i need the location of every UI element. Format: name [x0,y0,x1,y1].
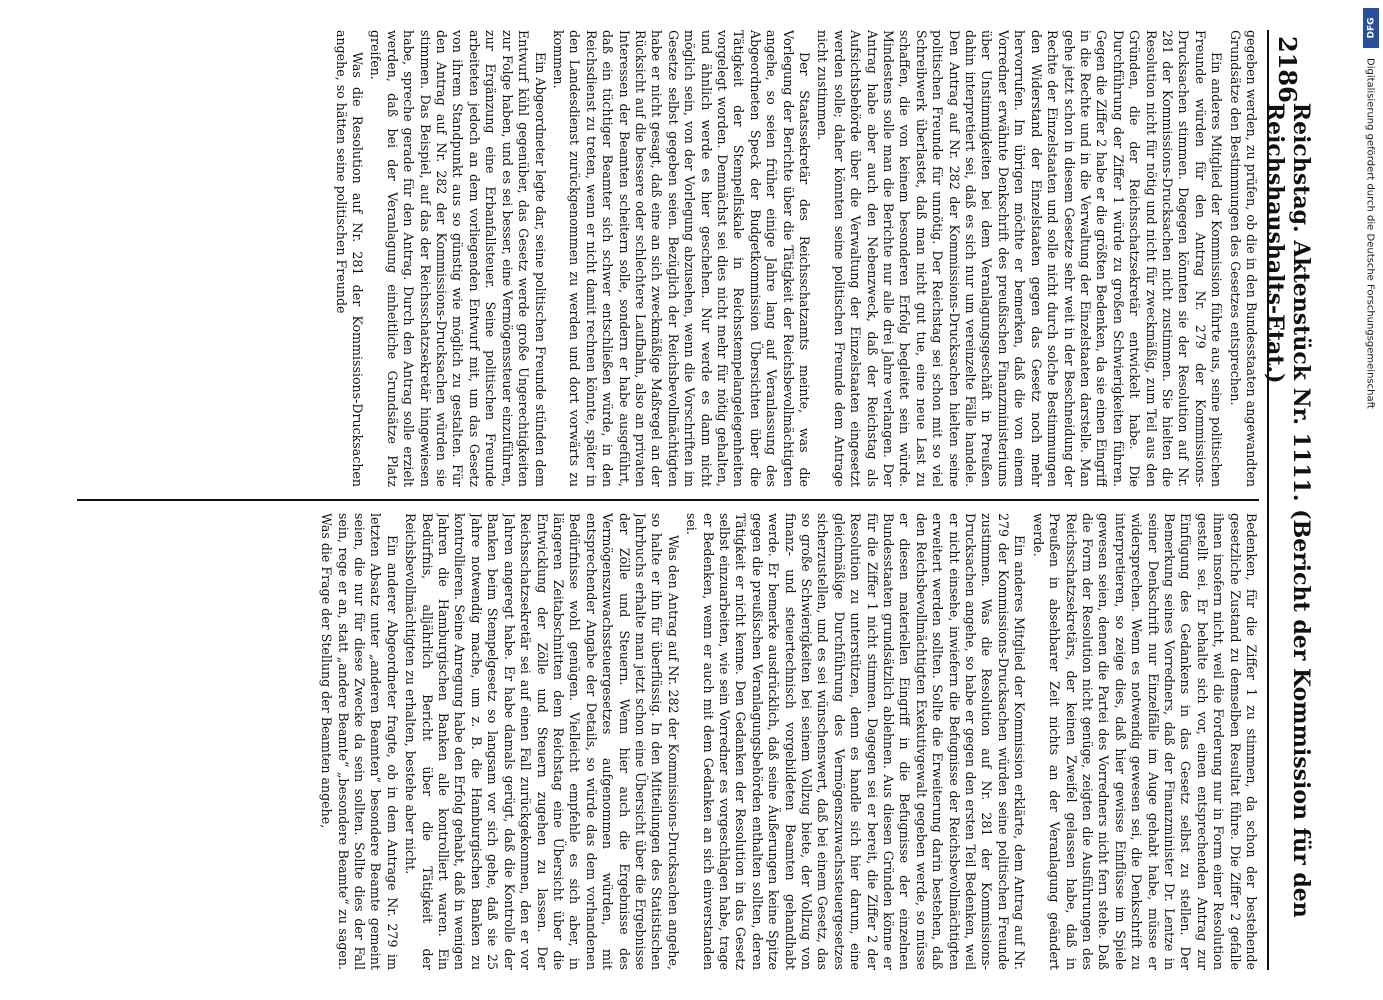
paragraph: Ein anderer Abgeordneter fragte, ob in dem Antrage Nr. 279 im letzten Absatz unter „anderen Beamten“ besondere Beamte gemeint seien, die nur für diese Zwecke da sein sollten. Sollte dies der Fall sein, rege er an, statt „andere Beamte“ „besondere Beamte“ zu sagen. Was die Frage der Stellung der Beamten angehe, [318,513,400,970]
digitization-sidebar [1357,0,1383,1000]
column-divider [77,499,1259,501]
paragraph: gegeben werden, zu prüfen, ob die in den Bundesstaaten angewandten Grundsätze den Bestimmungen des Gesetzes entsprechen. [1227,30,1259,487]
page-number: 2186 [1273,36,1302,103]
dfg-logo: DFG [1363,8,1379,48]
digitization-credit: Digitalisierung gefördert durch die Deutsche Forschungsgemeinschaft [1364,58,1376,409]
paragraph: Der Staatssekretär des Reichsschatzamts meinte, was die Vorlegung der Berichte über die Tätigkeit der Reichsbevollmächtigten angehe, so seien früher einige Jahre lang auf Veranlassung des Abgeordneten Speck der Budgetkommission Übersichten über die Tätigkeit der Stempelfiskale in Reichsstempelangelegenheiten vorgelegt worden. Demnächst sei dies nicht mehr für nötig gehalten, und ähnlich werde es hier geschehen. Nur werde es dann nicht möglich sein, von der Vorlegung abzusehen, wenn die Vorschriften im Gesetze selbst gegeben seien. Bezüglich der Reichsbevollmächtigten habe er nicht gesagt, daß eine an sich zweckmäßige Maßregel an der Rücksicht auf die bessere oder schlechtere Laufbahn, also an privaten Interessen der Beamten scheitern solle, sondern er habe ausgeführt, daß ein tüchtiger Beamter sich schwer entschließen würde, in den Reichsdienst zu treten, wenn er nicht damit rechnen könnte, später in den Landesdienst zurückgenommen zu werden und dort vorwärts zu kommen. [550,30,812,487]
paragraph: Ein Abgeordneter legte dar, seine politischen Freunde stünden dem Entwurf kühl gegenüber, das Gesetz werde große Ungerechtigkeiten zur Folge haben, und es sei besser, eine Vermögenssteuer einzuführen, zur Ergänzung eine Erbanfallsteuer. Seine politischen Freunde arbeiteten jedoch an dem vorliegenden Entwurf mit, um das Gesetz von ihrem Standpunkt aus so günstig wie möglich zu gestalten. Für den Antrag auf Nr. 282 der Kommissions-Drucksachen würden sie stimmen. Das Beispiel, auf das der Reichsschatzsekretär hingewiesen habe, spreche gerade für den Antrag. Durch den Antrag solle erzielt werden, daß bei der Veranlagung einheitliche Grundsätze Platz greifen. [367,30,548,487]
paragraph: Was die Resolution auf Nr. 281 der Kommissions-Drucksachen angehe, so hätten seine politischen Freunde [333,30,365,487]
document-page [77,30,1314,970]
paragraph: Was den Antrag auf Nr. 282 der Kommissions-Drucksachen angehe, so halte er ihn für überflüssig. In den Mitteilungen des Statistischen Jahrbuchs erhalte man jetzt schon eine Übersicht über die Ergebnisse der Zölle und Steuern. Wenn hier auch die Ergebnisse des Vermögenszuwachssteuergesetzes aufgenommen würden, mit entsprechender Angabe der Details, so würde das dem vorhandenen Bedürfnisse wohl genügen. Vielleicht empfehle es sich aber, in längeren Zeitabschnitten dem Reichstag eine Übersicht über die Entwicklung der Zölle und Steuern zugehen zu lassen. Der Reichsschatzsekretär sei auf einen Fall zurückgekommen, den er vor Jahren angeregt habe. Er habe damals gerügt, daß die Kontrolle der Banken beim Stempelgesetz so langsam vor sich gehe, daß sie 25 Jahre notwendig mache, um z. B. die Hamburgischen Banken zu kontrollieren. Seine Anregung habe den Erfolg gehabt, daß in wenigen Jahren die Hamburgischen Banken alle kontrolliert waren. Ein Bedürfnis, alljährlich Bericht über die Tätigkeit der Reichsbevollmächtigten zu erhalten, bestehe aber nicht. [402,513,681,970]
page-header [1261,30,1314,970]
page-header-title: Reichstag. Aktenstück Nr. 1111. (Bericht der Kommission für den Reichshaushalts-Etat.) [1261,102,1314,918]
text-column-right [77,513,1259,970]
paragraph: Bedenken, für die Ziffer 1 zu stimmen, da schon der bestehende gesetzliche Zustand zu demselben Resultat führe. Die Ziffer 2 gefalle ihnen insofern nicht, weil die Forderung nur in Form einer Resolution gestellt sei. Er behalte sich vor, einen entsprechenden Antrag zur Einfügung des Gedankens in das Gesetz selbst zu stellen. Der Bemerkung seines Vorredners, daß der Finanzminister Dr. Lentze in seiner Denkschrift nur Einzelfälle im Auge gehabt habe, müsse er widersprechen. Wenn es notwendig gewesen sei, die Denkschrift zu interpretieren, so zeige dies, daß hier gewisse Einflüsse im Spiele gewesen seien, denen die Partei des Vorredners nicht fern stehe. Daß die Form der Resolution nicht genüge, zeigten die Ausführungen des Reichsschatzsekretärs, der keinen Zweifel gelassen habe, daß in Preußen in absehbarer Zeit nichts an der Veranlagung geändert werde. [1030,513,1259,970]
text-columns [77,30,1259,970]
paragraph: Ein anderes Mitglied der Kommission führte aus, seine politischen Freunde würden für den Antrag Nr. 279 der Kommissions-Drucksachen stimmen. Dagegen könnten sie der Resolution auf Nr. 281 der Kommissions-Drucksachen nicht zustimmen. Sie hielten die Resolution nicht für nötig und nicht für zweckmäßig, zum Teil aus den Gründen, die der Reichsschatzsekretär entwickelt habe. Die Durchführung der Ziffer 1 würde zu großen Schwierigkeiten führen. Gegen die Ziffer 2 habe er die größten Bedenken, da sie einen Eingriff in die Rechte und in die Verwaltung der Einzelstaaten darstelle. Man gehe jetzt schon in diesem Gesetze sehr weit in der Beschneidung der Rechte der Einzelstaaten und solle nicht durch solche Bestimmungen den Widerstand der Einzelstaaten gegen das Gesetz noch mehr hervorrufen. Im übrigen möchte er bemerken, daß die von einem Vorredner erwähnte Denkschrift des preußischen Finanzministeriums über Unstimmigkeiten bei dem Veranlagungsgeschäft in Preußen dahin interpretiert sei, daß es sich nur um vereinzelte Fälle handele. Den Antrag auf Nr. 282 der Kommissions-Drucksachen hielten seine politischen Freunde für unnötig. Der Reichstag sei schon mit so viel Schreibwerk überlastet, daß man nicht gut tue, eine neue Last zu schaffen, die von keinem besonderen Erfolg begleitet sein würde. Mindestens solle man die Berichte nur alle drei Jahre verlangen. Der Antrag habe aber auch den Nebenzweck, daß der Reichstag als Aufsichtsbehörde über die Verwaltung der Einzelstaaten eingesetzt werden solle; daher könnten seine politischen Freunde dem Antrage nicht zustimmen. [814,30,1224,487]
text-column-left [77,30,1259,487]
paragraph: Ein anderes Mitglied der Kommission erklärte, dem Antrag auf Nr. 279 der Kommissions-Drucksachen würden seine politischen Freunde zustimmen. Was die Resolution auf Nr. 281 der Kommissions-Drucksachen angehe, so habe er gegen den ersten Teil Bedenken, weil er nicht einsehe, inwiefern die Befugnisse der Reichsbevollmächtigten erweitert werden sollten. Sollte die Erweiterung darin bestehen, daß den Reichsbevollmächtigten Exekutivgewalt gegeben werde, so müsse er diesen materiellen Eingriff in die Befugnisse der einzelnen Bundesstaaten grundsätzlich ablehnen. Aus diesen Gründen könne er für die Ziffer 1 nicht stimmen. Dagegen sei er bereit, die Ziffer 2 der Resolution zu unterstützen, denn es handle sich hier darum, eine gleichmäßige Durchführung des Vermögenszuwachssteuergesetzes sicherzustellen, und es sei wünschenswert, daß bei einem Gesetz, das so große Schwierigkeiten bei seinem Vollzug biete, der Vollzug von finanz- und steuertechnisch vorgebildeten Beamten gehandhabt werde. Er bemerke ausdrücklich, daß seine Äußerungen keine Spitze gegen die preußischen Veranlagungsbehörden enthalten sollten, deren Tätigkeit er nicht kenne. Den Gedanken der Resolution in das Gesetz selbst einzuarbeiten, wie sein Vorredner es vorgeschlagen habe, trage er Bedenken, wenn er auch mit dem Gedanken an sich einverstanden sei. [683,513,1027,970]
